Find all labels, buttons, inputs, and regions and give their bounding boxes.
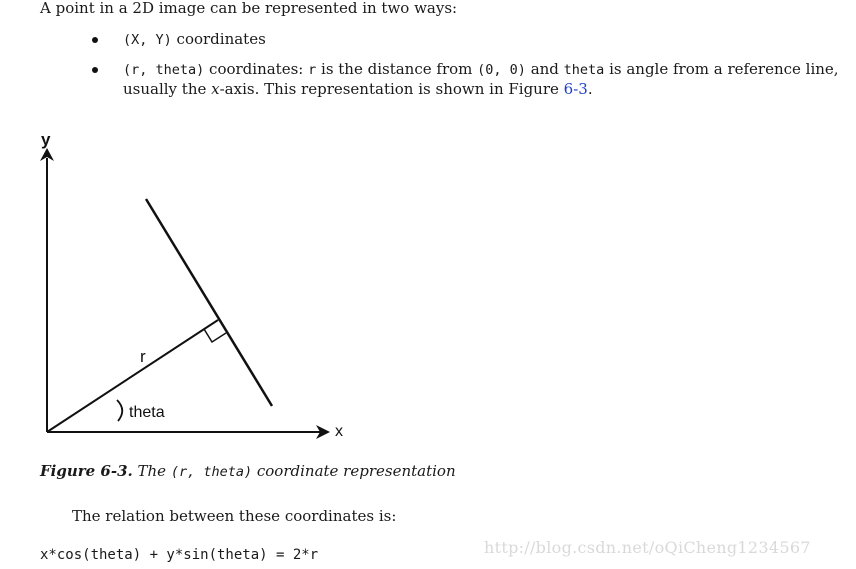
r-label: r xyxy=(140,347,146,366)
equation-code: x*cos(theta) + y*sin(theta) = 2*r xyxy=(40,547,319,563)
right-angle-marker xyxy=(204,329,226,342)
figure-caption: Figure 6-3. The (r, theta) coordinate representation xyxy=(40,462,456,480)
watermark-url: http://blog.csdn.net/oQiCheng1234567 xyxy=(484,538,811,557)
body-paragraph: The relation between these coordinates is: xyxy=(72,507,397,525)
y-axis-label: y xyxy=(41,130,51,149)
theta-arc xyxy=(117,400,122,421)
bullet-item-r-theta-line2: usually the x-axis. This representation is shown in Figure 6-3. xyxy=(123,80,593,98)
hough-line xyxy=(146,199,272,406)
bullet-item-xy: (X, Y) coordinates xyxy=(123,30,266,48)
figure-6-3-link[interactable]: 6-3 xyxy=(563,80,588,98)
theta-label: theta xyxy=(129,404,165,421)
x-axis-label: x xyxy=(335,423,343,440)
intro-text: A point in a 2D image can be represented in two ways: xyxy=(40,0,458,17)
bullet-item-r-theta: (r, theta) coordinates: r is the distance from (0, 0) and theta is angle from a reference line, xyxy=(123,60,839,78)
